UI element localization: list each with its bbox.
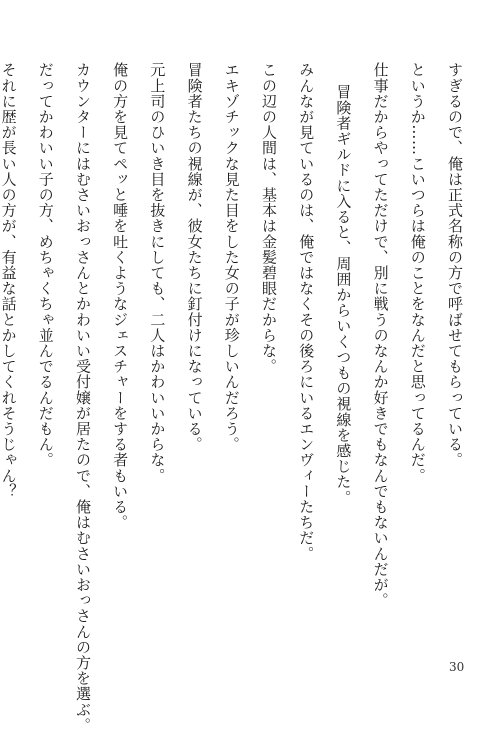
text-line: というか……こいつらは俺のことをなんだと思ってるんだ。 (408, 62, 427, 484)
text-line: カウンターにはむさいおっさんとかわいい受付嬢が居たので、俺はむさいおっさんの方を選ぶ。 (73, 62, 92, 733)
text-line: みんなが見ているのは、俺ではなくその後ろにいるエンヴィーたちだ。 (297, 62, 316, 562)
text-line: 冒険者ギルドに入ると、周囲からいくつもの視線を感じた。 (334, 84, 353, 506)
text-line: 仕事だからやってただけで、別に戦うのなんか好きでもなんでもないんだが。 (371, 62, 390, 608)
text-line: だってかわいい子の方、めちゃくちゃ並んでるんだもん。 (36, 62, 55, 468)
text-line: エキゾチックな見た目をした女の子が珍しいんだろう。 (222, 62, 241, 452)
text-line: それに歴が長い人の方が、有益な話とかしてくれそうじゃん？ (0, 62, 18, 499)
text-line: すぎるので、俺は正式名称の方で呼ばせてもらっている。 (446, 62, 464, 468)
text-line: 俺の方を見てペッと唾を吐くようなジェスチャーをする者もいる。 (111, 62, 130, 530)
text-line: 冒険者たちの視線が、彼女たちに釘付けになっている。 (185, 62, 204, 452)
text-line: 元上司のひいき目を抜きにしても、二人はかわいいからな。 (148, 62, 167, 484)
page-number: 30 (449, 660, 465, 674)
text-line: この辺の人間は、基本は金髪碧眼だからな。 (259, 62, 278, 374)
